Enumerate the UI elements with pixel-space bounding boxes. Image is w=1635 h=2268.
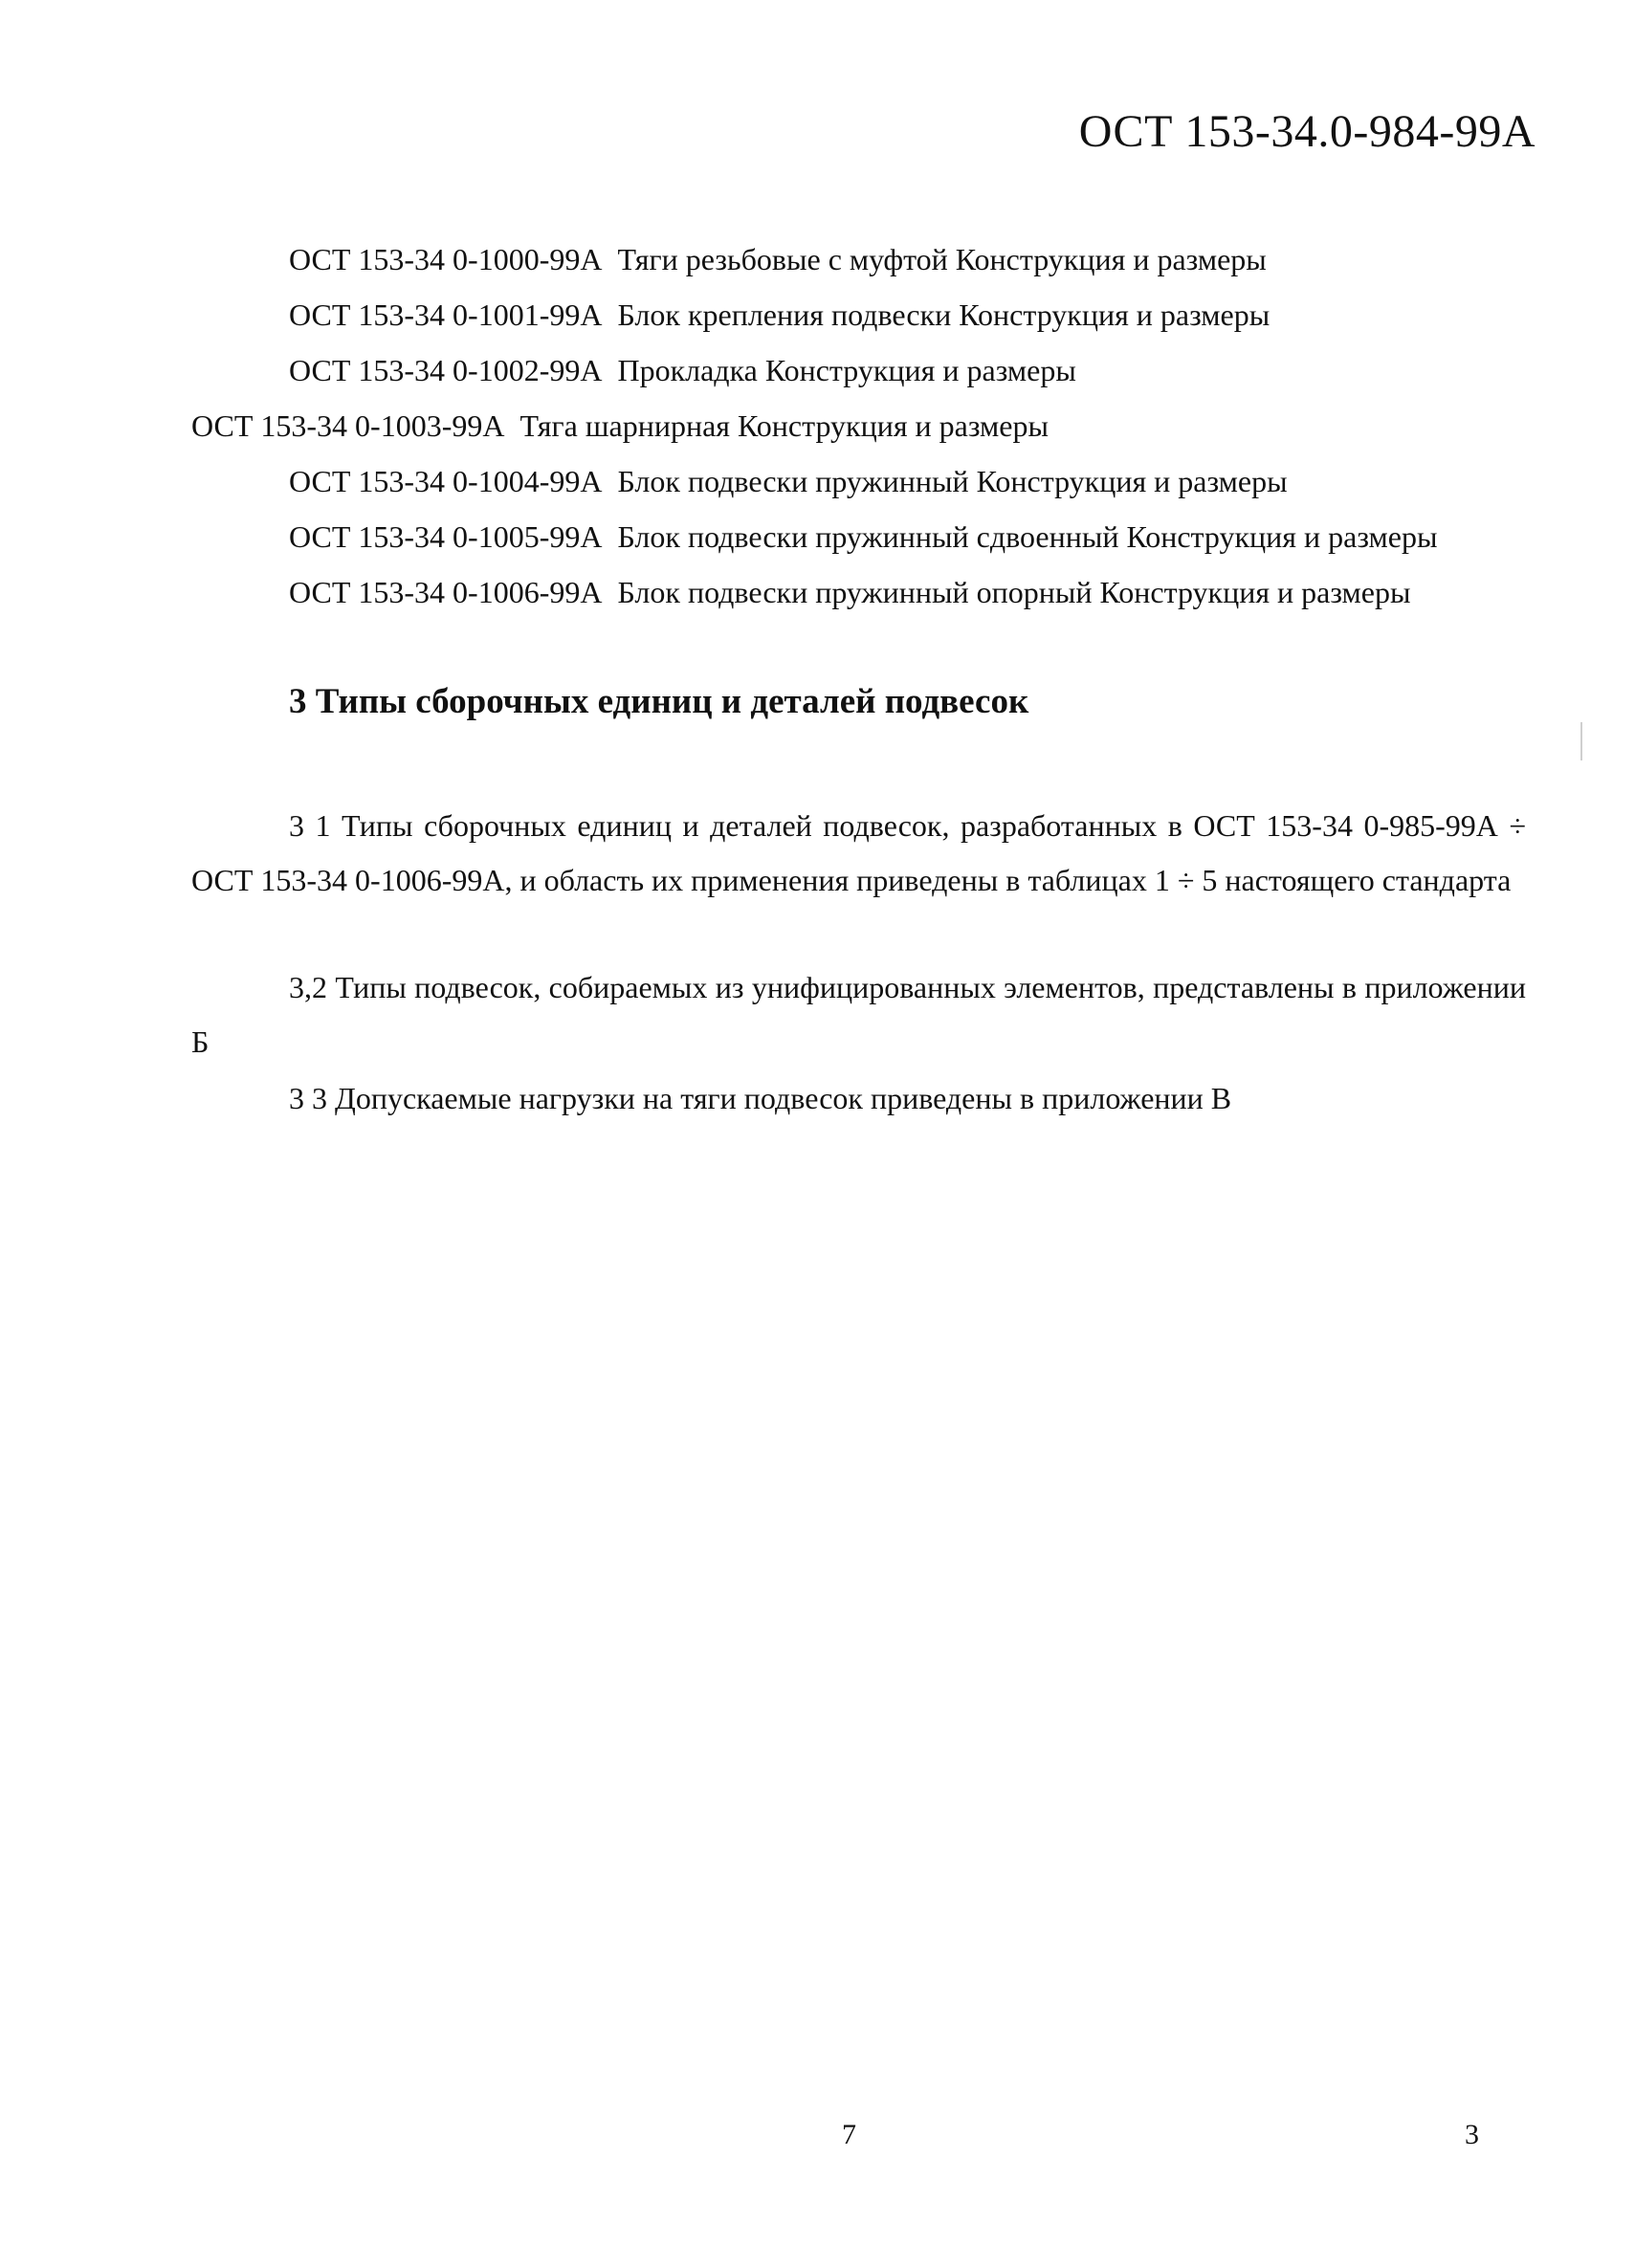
reference-line	[289, 519, 1437, 555]
reference-title: Тяги резьбовые с муфтой Конструкция и размеры	[617, 242, 1267, 276]
reference-title: Блок подвески пружинный сдвоенный Конструкция и размеры	[617, 519, 1438, 554]
reference-title: Блок подвески пружинный опорный Конструкция и размеры	[617, 575, 1411, 609]
reference-code: ОСТ 153-34 0-1001-99А	[289, 297, 603, 332]
reference-code: ОСТ 153-34 0-1000-99А	[289, 242, 603, 276]
reference-code: ОСТ 153-34 0-1005-99А	[289, 519, 603, 554]
reference-line	[289, 297, 1270, 333]
reference-title: Блок крепления подвески Конструкция и размеры	[617, 297, 1270, 332]
reference-title: Блок подвески пружинный Конструкция и размеры	[617, 464, 1288, 498]
paragraph-3-1: 3 1 Типы сборочных единиц и деталей подвесок, разработанных в ОСТ 153-34 0-985-99А ÷ ОСТ 153-34 0-1006-99А, и область их применения приведены в таблицах 1 ÷ 5 настоящего стандарта	[191, 808, 1526, 897]
reference-line	[289, 464, 1288, 499]
reference-code: ОСТ 153-34 0-1003-99А	[191, 408, 505, 443]
reference-title: Прокладка Конструкция и размеры	[617, 353, 1076, 387]
reference-line	[289, 242, 1267, 277]
paragraph-3-3: 3 3 Допускаемые нагрузки на тяги подвесок приведены в приложении В	[289, 1081, 1232, 1115]
section-heading: 3 Типы сборочных единиц и деталей подвесок	[289, 682, 1029, 721]
page-number: 7	[842, 2119, 856, 2150]
paragraph-3-2: 3,2 Типы подвесок, собираемых из унифицированных элементов, представлены в приложении Б	[191, 970, 1526, 1059]
document-code-header: ОСТ 153-34.0-984-99А	[1078, 106, 1536, 157]
scan-mark	[1580, 722, 1582, 760]
reference-line	[191, 408, 1049, 444]
sheet-number: 3	[1465, 2119, 1479, 2150]
reference-line	[289, 353, 1076, 388]
reference-code: ОСТ 153-34 0-1002-99А	[289, 353, 603, 387]
reference-code: ОСТ 153-34 0-1006-99А	[289, 575, 603, 609]
reference-title: Тяга шарнирная Конструкция и размеры	[519, 408, 1049, 443]
reference-code: ОСТ 153-34 0-1004-99А	[289, 464, 603, 498]
reference-line	[289, 575, 1411, 610]
